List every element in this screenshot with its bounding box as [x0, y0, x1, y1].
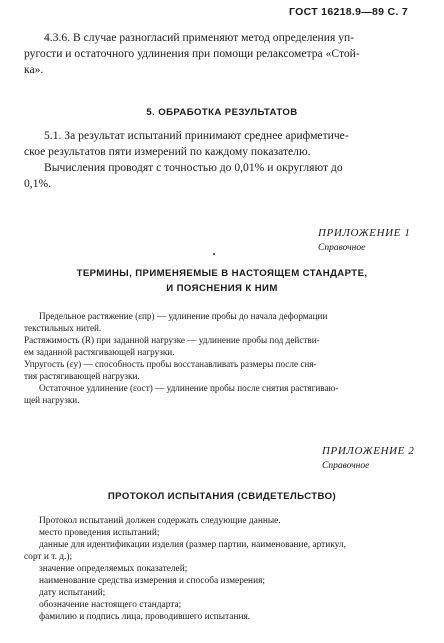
term-line-6: тия растягивающей нагрузки.: [24, 371, 140, 381]
appendix-1-title: ПРИЛОЖЕНИЕ 1: [318, 227, 411, 239]
protocol-line-4: сорт и т. д.);: [24, 552, 73, 562]
term-line-4: ем заданной растягивающей нагрузки.: [24, 347, 175, 357]
paragraph-5-1-line-1: 5.1. За результат испытаний принимают среднее арифметиче-: [44, 129, 349, 142]
term-line-1: Предельное растяжение (εпр) — удлинение пробы до начала деформации: [39, 311, 328, 321]
appendix-1-subtitle: Справочное: [318, 243, 366, 253]
paragraph-5-1-line-2: ское результатов пяти измерений по каждому показателю.: [24, 145, 311, 158]
protocol-line-7: дату испытаний;: [39, 588, 106, 598]
calc-line-1: Вычисления проводят с точностью до 0,01% и округляют до: [44, 161, 343, 174]
appendix-2-subtitle: Справочное: [322, 461, 370, 471]
protocol-line-1: Протокол испытаний должен содержать следующие данные.: [39, 516, 281, 526]
paragraph-4-3-6-line-3: ка».: [24, 63, 44, 76]
protocol-line-8: обозначение настоящего стандарта;: [39, 600, 182, 610]
protocol-line-9: фамилию и подпись лица, проводившего испытания.: [39, 612, 251, 622]
page-header: ГОСТ 16218.9—89 С. 7: [289, 6, 408, 18]
paragraph-4-3-6-line-2: ругости и остаточного удлинения при помощи релаксометра «Стой-: [24, 47, 360, 60]
appendix-1-heading-line-1: ТЕРМИНЫ, ПРИМЕНЯЕМЫЕ В НАСТОЯЩЕМ СТАНДАРТЕ,: [76, 268, 368, 279]
appendix-2-title: ПРИЛОЖЕНИЕ 2: [322, 445, 415, 457]
term-line-3: Растяжимость (R) при заданной нагрузке — удлинение пробы под действи-: [24, 335, 320, 345]
paragraph-4-3-6-line-1: 4.3.6. В случае разногласий применяют метод определения уп-: [44, 31, 355, 44]
term-line-2: текстильных нитей.: [24, 323, 102, 333]
appendix-2-heading: ПРОТОКОЛ ИСПЫТАНИЯ (СВИДЕТЕЛЬСТВО): [107, 491, 337, 502]
term-line-8: щей нагрузки.: [24, 395, 80, 405]
term-line-7: Остаточное удлинение (εост) — удлинение пробы после снятия растягиваю-: [39, 383, 339, 393]
protocol-line-2: место проведения испытаний;: [39, 528, 160, 538]
appendix-1-heading-line-2: И ПОЯСНЕНИЯ К НИМ: [166, 283, 278, 294]
section-5-title: 5. ОБРАБОТКА РЕЗУЛЬТАТОВ: [146, 107, 298, 118]
protocol-line-5: значение определяемых показателей;: [39, 564, 188, 574]
term-line-5: Упругость (εу) — способность пробы восстанавливать размеры после сня-: [24, 359, 317, 369]
protocol-line-3: данные для идентификации изделия (размер партии, наименование, артикул,: [39, 540, 346, 550]
calc-line-2: 0,1%.: [24, 177, 52, 190]
protocol-line-6: наименование средства измерения и способа измерения;: [39, 576, 266, 586]
stray-dot: [213, 253, 215, 255]
